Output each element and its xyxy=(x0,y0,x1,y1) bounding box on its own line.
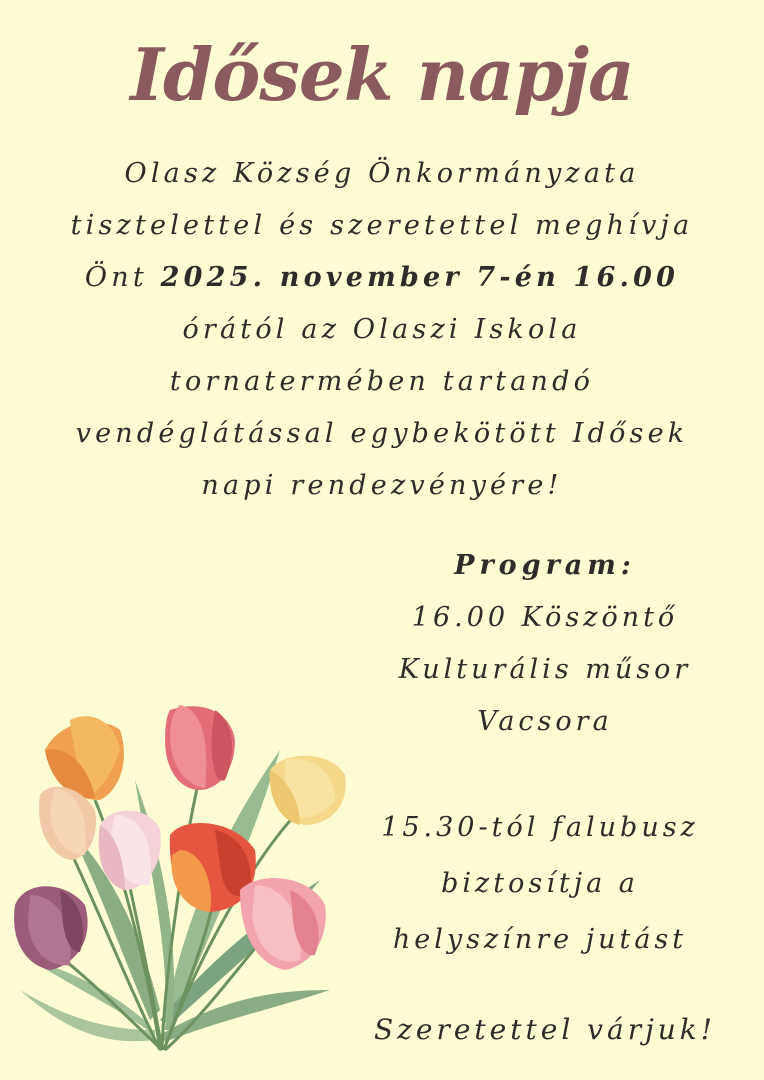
program-section xyxy=(345,540,745,748)
tulip-white-pink xyxy=(99,811,161,890)
invitation-line-prefix: Önt xyxy=(84,262,161,293)
bus-info-line: biztosítja a xyxy=(441,868,639,899)
program-item: Kulturális műsor xyxy=(398,654,692,685)
tulip-purple xyxy=(14,886,88,970)
closing-text: Szeretettel várjuk! xyxy=(373,1013,717,1046)
invitation-line: tornatermében tartandó xyxy=(169,366,595,397)
invitation-line: vendéglátással egybekötött Idősek xyxy=(75,418,689,449)
event-date-time: 2025. november 7-én 16.00 xyxy=(160,262,680,293)
program-item: 16.00 Köszöntő xyxy=(411,602,679,633)
invitation-line: napi rendezvényére! xyxy=(201,470,563,501)
tulip-bouquet-illustration xyxy=(0,690,360,1070)
bus-info xyxy=(345,800,735,968)
bus-info-line: helyszínre jutást xyxy=(392,924,688,955)
tulip-pink-top xyxy=(165,705,235,790)
invitation-line-date xyxy=(0,252,764,304)
page-title: Idősek napja xyxy=(130,32,634,117)
tulip-pink-right xyxy=(240,878,326,970)
tulip-yellow xyxy=(270,756,346,825)
bus-info-line: 15.30-tól falubusz xyxy=(381,812,699,843)
invitation-line: órától az Olaszi Iskola xyxy=(182,314,582,345)
invitation-line: tisztelettel és szeretettel meghívja xyxy=(70,210,694,241)
program-heading: Program: xyxy=(454,550,636,581)
program-item: Vacsora xyxy=(477,706,613,737)
invitation-text xyxy=(0,148,764,512)
invitation-line: Olasz Község Önkormányzata xyxy=(124,158,640,189)
